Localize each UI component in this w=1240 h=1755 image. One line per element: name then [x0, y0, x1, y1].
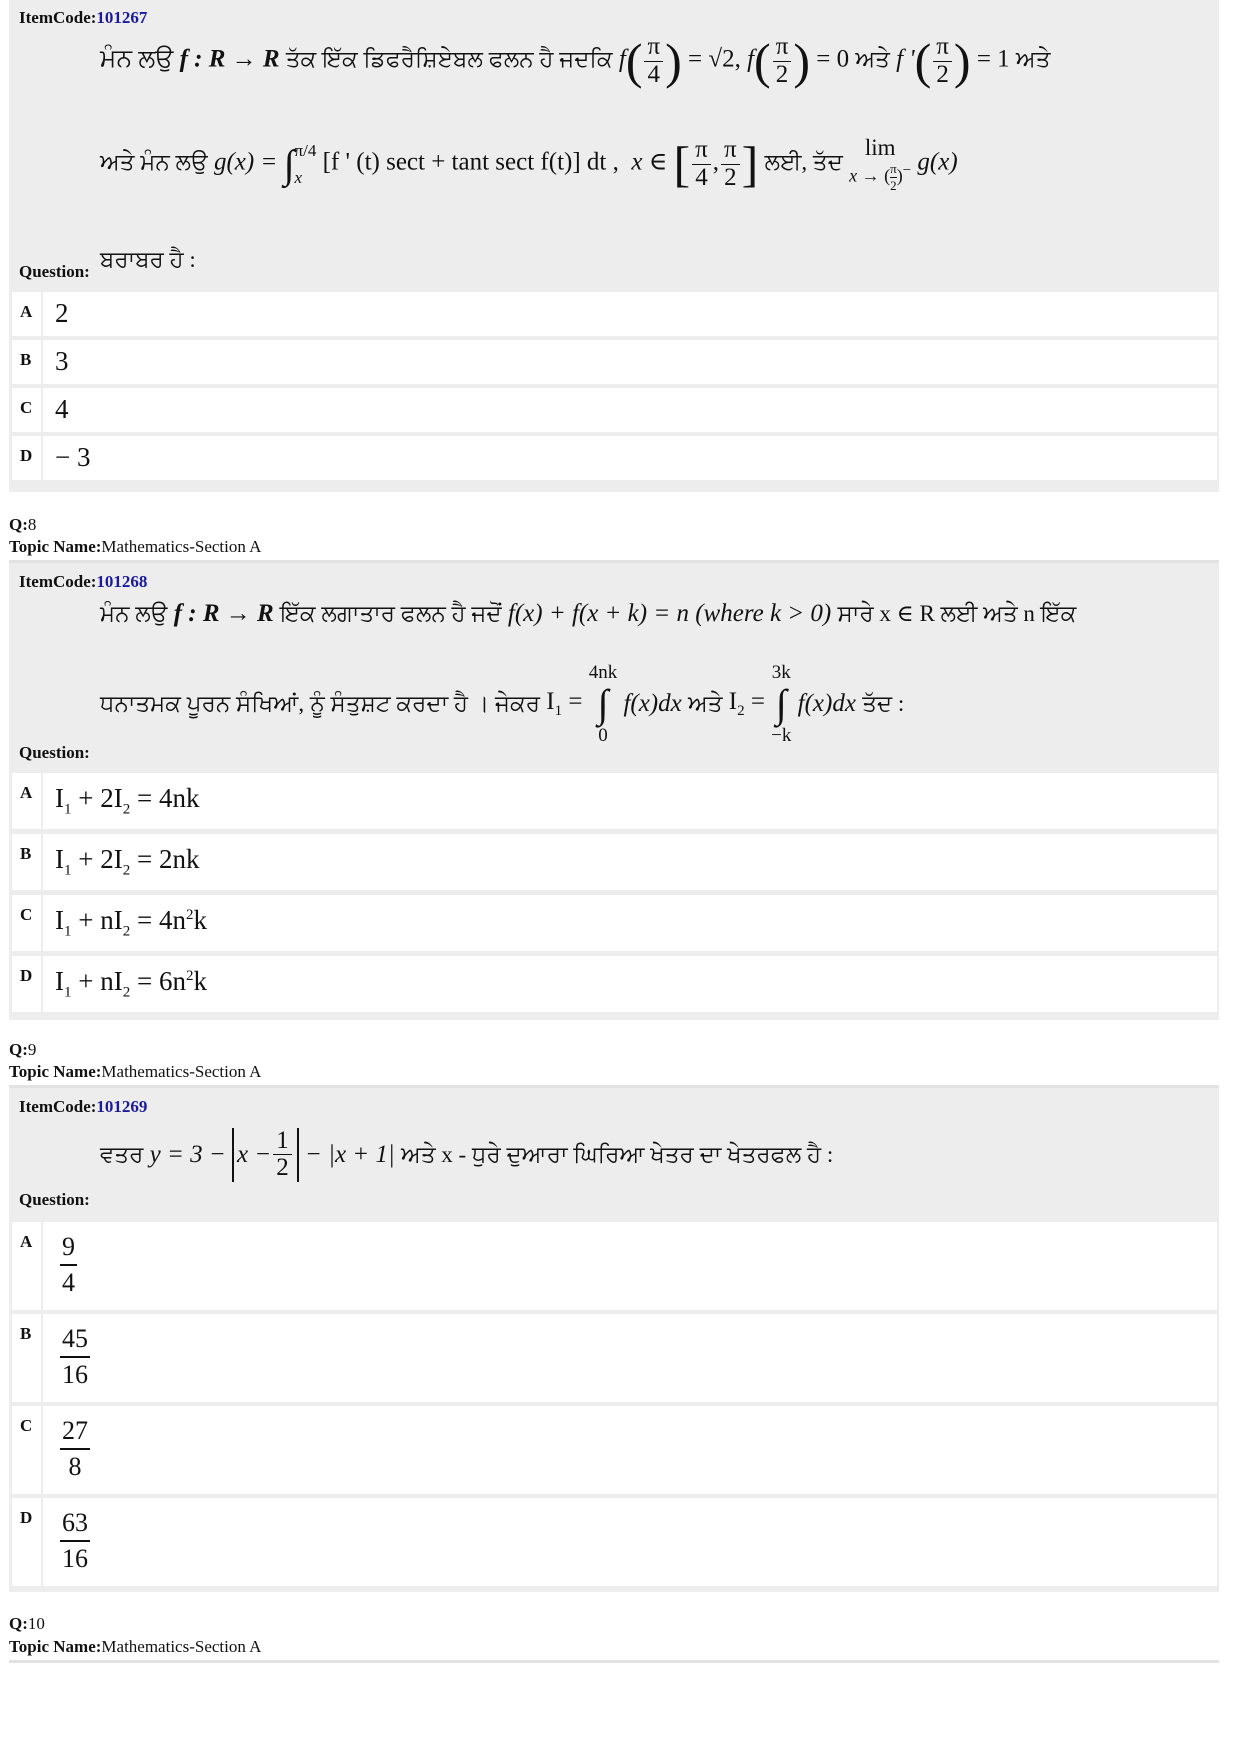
itemcode-7: ItemCode:101267: [19, 8, 148, 27]
q7-stem-line-3: ਬਰਾਬਰ ਹੈ :: [100, 247, 196, 272]
q9-option-d[interactable]: D 63 16: [12, 1498, 1217, 1586]
topic-name-9: Topic Name:Mathematics-Section A: [9, 1062, 262, 1081]
question-label-9: Question:: [19, 1190, 90, 1209]
itemcode-9: ItemCode:101269: [19, 1097, 148, 1116]
q7-option-c[interactable]: C 4: [12, 388, 1217, 432]
q8-stem-line-1: ਮੰਨ ਲਉ f : R → R ਇੱਕ ਲਗਾਤਾਰ ਫਲਨ ਹੈ ਜਦੋਂ f(x) + f(x + k) = n (where k > 0) ਸਾਰੇ x ∈ R ਲਈ ਅਤੇ n ਇੱਕ: [100, 600, 1077, 627]
q9-stem-line-1: ਵਤਰ y = 3 − x − $\frac{1}{2}$ − |x + 1| ਅਤੇ x - ਧੁਰੇ ਦੁਆਰਾ ਘਿਰਿਆ ਖੇਤਰ ਦਾ ਖੇਤਰਫਲ ਹੈ :: [100, 1127, 834, 1182]
question-label-8: Question:: [19, 743, 90, 762]
q7-option-d[interactable]: D − 3: [12, 436, 1217, 480]
q8-option-c[interactable]: C $I_1 + nI_2 = 4n^2k$: [12, 895, 1217, 951]
itemcode-8: ItemCode:101268: [19, 572, 148, 591]
q9-option-c[interactable]: C 27 8: [12, 1406, 1217, 1494]
q7-stem-line-1: ਮੰਨ ਲਉ f : R → R ਤੱਕ ਇੱਕ ਡਿਫਰੈਸ਼ਿਏਬਲ ਫਲਨ ਹੈ ਜਦਕਿ f( $\frac{\pi}{4}$ ) = √2, f( $\frac{\pi}{2}$ ) = 0 ਅਤੇ f '( $\frac{\pi}{2}$ ) = 1 ਅਤੇ: [100, 33, 1051, 89]
topic-name-8: Topic Name:Mathematics-Section A: [9, 537, 262, 556]
divider: [9, 1660, 1219, 1663]
q8-stem-line-2: ਧਨਾਤਮਕ ਪੂਰਨ ਸੰਖਿਆਂ, ਨੂੰ ਸੰਤੁਸ਼ਟ ਕਰਦਾ ਹੈ । ਜੇਕਰ $I_1$ = 4nk ∫ 0 f(x)dx ਅਤੇ $I_2$ = 3k ∫ −k f(x)dx ਤੱਦ :: [100, 662, 905, 746]
question-number-8: Q:8: [9, 515, 37, 534]
q8-option-d[interactable]: D $I_1 + nI_2 = 6n^2k$: [12, 956, 1217, 1012]
q8-option-b[interactable]: B $I_1 + 2I_2 = 2nk$: [12, 834, 1217, 890]
question-number-9: Q:9: [9, 1040, 37, 1059]
topic-name-10: Topic Name:Mathematics-Section A: [9, 1637, 262, 1656]
q7-option-b[interactable]: B 3: [12, 340, 1217, 384]
question-number-10: Q:10: [9, 1614, 45, 1633]
question-label-7: Question:: [19, 262, 90, 281]
q8-option-a[interactable]: A $I_1 + 2I_2 = 4nk$: [12, 773, 1217, 829]
q7-stem-line-2: ਅਤੇ ਮੰਨ ਲਉ g(x) = ∫ π/4 x [f ' (t) sect + tant sect f(t)] dt , x ∈ [ $\frac{\pi}{4}$ , $\frac{\pi}{2}$ ] ਲਈ, ਤੱਦ lim x → ( $\frac{\pi}{2}$ )− g(x): [100, 135, 958, 193]
q9-option-a[interactable]: A 9 4: [12, 1222, 1217, 1310]
q9-option-b[interactable]: B 45 16: [12, 1314, 1217, 1402]
q7-option-a[interactable]: A 2: [12, 292, 1217, 336]
